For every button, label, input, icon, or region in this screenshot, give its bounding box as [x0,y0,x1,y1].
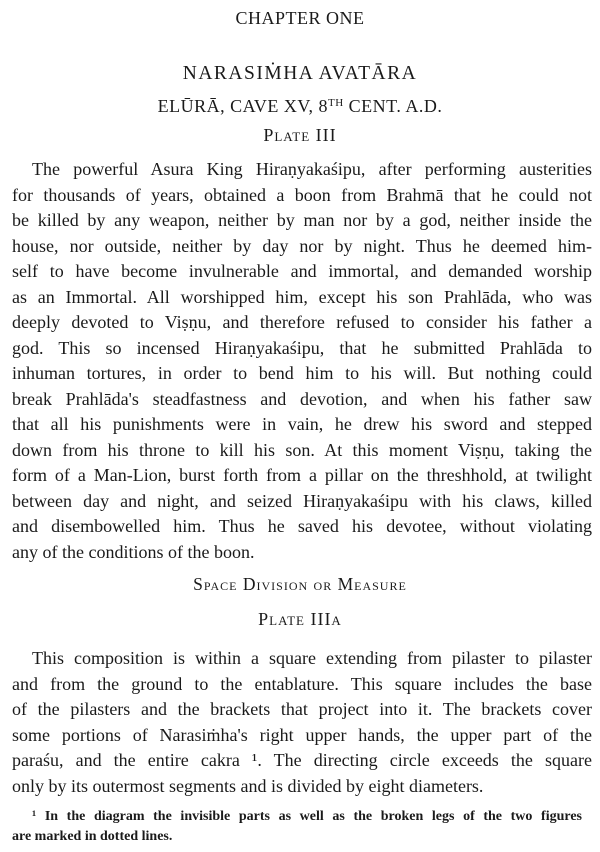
paragraph-line: between day and night, and seized Hiraṇyakaśipu with his claws, killed [12,490,592,511]
paragraph-line: house, nor outside, neither by day nor by night. Thus he deemed him- [12,235,592,256]
paragraph-line: deeply devoted to Viṣṇu, and therefore refused to consider his father a [12,312,592,332]
paragraph-line: The powerful Asura King Hiraṇyakaśipu, after performing austerities [32,159,592,179]
footnote-line: ¹ In the diagram the invisible parts as well as the broken legs of the two figures [32,809,582,824]
section-heading: Space Division or Measure [193,574,407,594]
paragraph-line: as an Immortal. All worshipped him, except his son Prahlāda, who was [12,286,592,307]
paragraph-line: self to have become invulnerable and immortal, and demanded worship [12,261,592,281]
chapter-heading: CHAPTER ONE [235,8,365,28]
subtitle-end: CENT. A.D. [343,96,443,116]
footnote-line: are marked in dotted lines. [12,829,173,844]
plate-label: Plate IIIa [258,609,342,629]
subtitle-superscript: TH [328,97,344,109]
paragraph-line: break Prahlāda's steadfastness and devotion, and when his father saw [12,388,592,409]
paragraph-line: only by its outermost segments and is divided by eight diameters. [12,775,484,796]
paragraph-line: inhuman tortures, in order to bend him to his will. But nothing could [12,363,592,383]
plate-label: Plate III [263,125,337,145]
paragraph-line: god. This so incensed Hiraṇyakaśipu, that he submitted Prahlāda to [12,337,592,358]
paragraph-line: paraśu, and the entire cakra ¹. The directing circle exceeds the square [12,750,592,770]
paragraph-line: of the pilasters and the brackets that project into it. The brackets cover [12,699,592,719]
paragraph-line: and disembowelled him. Thus he saved his devotee, without violating [12,516,592,536]
paragraph-line: form of a Man-Lion, burst forth from a pillar on the threshhold, at twilight [12,465,592,485]
paragraph-line: any of the conditions of the boon. [12,541,255,562]
paragraph-line: down from his throne to kill his son. At this moment Viṣṇu, taking the [12,439,592,460]
paragraph-line: and from the ground to the entablature. This square includes the base [12,673,592,694]
page-title: NARASIṀHA AVATĀRA [182,63,418,84]
paragraph-line: for thousands of years, obtained a boon from Brahmā that he could not [12,184,592,205]
paragraph-line: that all his punishments were in vain, he drew his sword and stepped [12,414,592,434]
paragraph-line: be killed by any weapon, neither by man nor by a god, neither inside the [12,210,592,230]
paragraph-line: This composition is within a square extending from pilaster to pilaster [32,648,592,668]
subtitle [0,96,600,117]
subtitle-main: ELŪRĀ, CAVE XV, 8 [157,96,328,116]
paragraph-line: some portions of Narasiṁha's right upper hands, the upper part of the [12,724,592,745]
